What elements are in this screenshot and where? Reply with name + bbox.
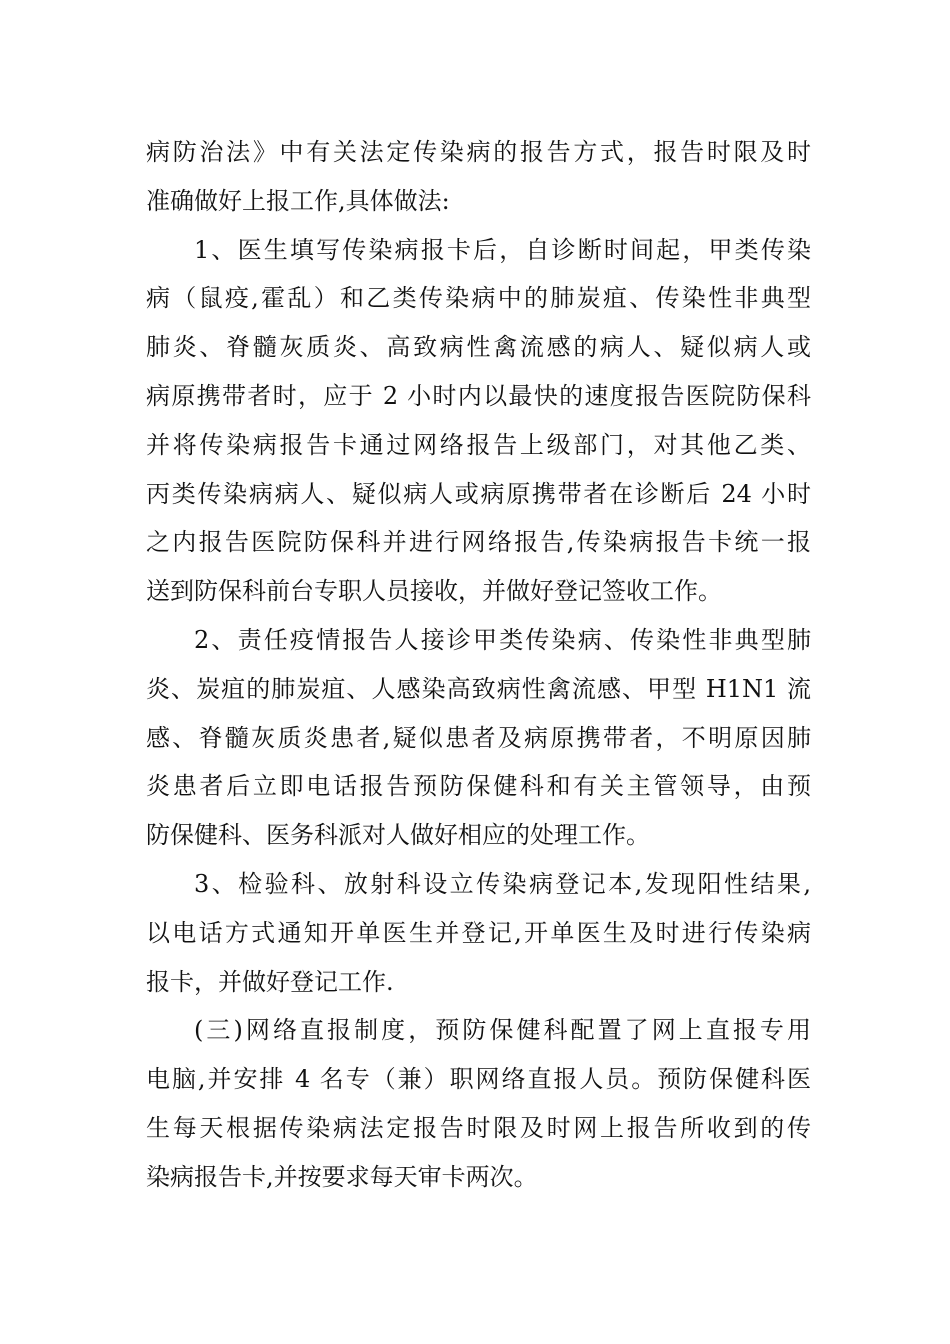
text-line: 丙类传染病病人、疑似病人或病原携带者在诊断后 24 小时	[146, 479, 811, 508]
paragraph-5	[146, 1006, 811, 1201]
text-line: 送到防保科前台专职人员接收，并做好登记签收工作。	[146, 577, 722, 606]
text-line: 电脑,并安排 4 名专（兼）职网络直报人员。预防保健科医	[146, 1065, 811, 1094]
text-line: 准确做好上报工作,具体做法:	[146, 186, 450, 215]
text-line: (三)网络直报制度，预防保健科配置了网上直报专用	[194, 1016, 811, 1045]
text-line: 肺炎、脊髓灰质炎、高致病性禽流感的病人、疑似病人或	[146, 333, 811, 362]
text-line: 2、责任疫情报告人接诊甲类传染病、传染性非典型肺	[194, 625, 811, 654]
text-line: 感、脊髓灰质炎患者,疑似患者及病原携带者，不明原因肺	[146, 723, 811, 752]
text-line: 炎患者后立即电话报告预防保健科和有关主管领导，由预	[146, 772, 811, 801]
document-body	[146, 128, 811, 1202]
paragraph-4	[146, 860, 811, 1006]
text-line: 生每天根据传染病法定报告时限及时网上报告所收到的传	[146, 1113, 811, 1142]
text-line: 病原携带者时，应于 2 小时内以最快的速度报告医院防保科	[146, 381, 811, 410]
text-line: 炎、炭疽的肺炭疽、人感染高致病性禽流感、甲型 H1N1 流	[146, 674, 811, 703]
text-line: 防保健科、医务科派对人做好相应的处理工作。	[146, 821, 650, 850]
paragraph-1	[146, 128, 811, 226]
text-line: 以电话方式通知开单医生并登记,开单医生及时进行传染病	[146, 918, 811, 947]
text-line: 染病报告卡,并按要求每天审卡两次。	[146, 1162, 538, 1191]
text-line: 3、检验科、放射科设立传染病登记本,发现阳性结果,	[194, 869, 811, 898]
text-line: 之内报告医院防保科并进行网络报告,传染病报告卡统一报	[146, 528, 811, 557]
text-line: 并将传染病报告卡通过网络报告上级部门，对其他乙类、	[146, 430, 811, 459]
paragraph-3	[146, 616, 811, 860]
text-line: 报卡，并做好登记工作.	[146, 967, 394, 996]
text-line: 病（鼠疫,霍乱）和乙类传染病中的肺炭疽、传染性非典型	[146, 284, 811, 313]
text-line: 1、医生填写传染病报卡后，自诊断时间起，甲类传染	[194, 235, 811, 264]
paragraph-2	[146, 226, 811, 616]
text-line: 病防治法》中有关法定传染病的报告方式，报告时限及时	[146, 138, 811, 166]
